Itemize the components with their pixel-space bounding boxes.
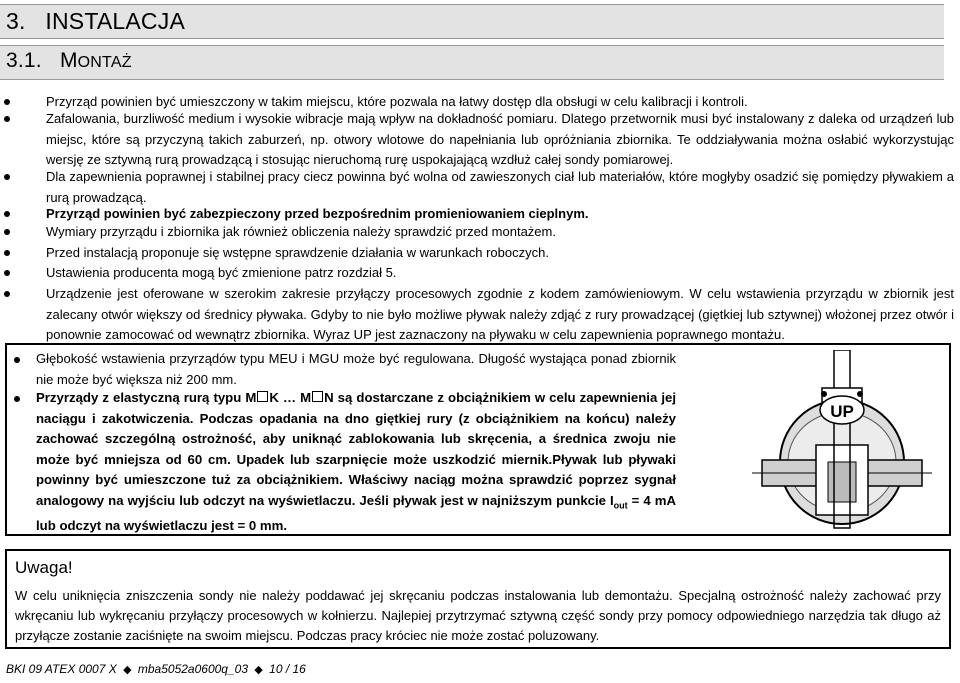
bullet-icon <box>14 357 20 363</box>
warning-title: Uwaga! <box>15 558 73 577</box>
page-footer: BKI 09 ATEX 0007 X ◆ mba5052a0600q_03 ◆ 10 / 16 <box>6 662 306 676</box>
bullet-icon <box>4 174 10 180</box>
bullet-icon <box>4 291 10 297</box>
page-number: 10 / 16 <box>269 662 306 676</box>
bullet-icon <box>14 396 20 402</box>
warning-box <box>5 549 951 649</box>
subsection-heading-bar <box>0 45 944 80</box>
bullet-icon <box>4 116 10 122</box>
bullet-icon <box>4 229 10 235</box>
bullet-icon <box>4 270 10 276</box>
bullet-icon <box>4 211 10 217</box>
flexible-tube-note: Przyrządy z elastyczną rurą typu M K … M N są dostarczane z obciążnikiem w celu zapewnienia jej naciągu i zakotwiczenia. Podczas opadania na dno giętkiej rury (z obciążnikiem na końcu) należy zachować szczególną ostrożność, aby uniknąć zablokowania lub skręcenia, a średnica zwoju nie może być mniejsza od 60 cm. Upadek lub szarpnięcie może uszkodzić miernik.Pływak lub pływaki powinny być umieszczone tuż za obciążnikiem. Właściwy naciąg można sprawdzić poprzez sygnał analogowy na wyjściu lub odczyt na wyświetlaczu. Jeśli pływak jest w najniższym punkcie $I_{out} = 4$ mA lub odczyt na wyświetlaczu jest = 0 mm. <box>36 390 677 534</box>
float-drawing <box>742 350 942 532</box>
section-heading-bar <box>0 4 944 39</box>
section-heading: 3. INSTALACJA <box>6 8 185 34</box>
diamond-icon: ◆ <box>254 664 263 676</box>
subsection-heading: 3.1. MONTAŻ <box>6 49 132 72</box>
mounting-notes-box <box>5 343 951 536</box>
bullet-icon <box>4 250 10 256</box>
insertion-depth-note: Głębokość wstawienia przyrządów typu MEU i MGU może być regulowana. Długość wystająca ponad zbiornik nie może być większa niż 200 mm. <box>36 351 676 387</box>
diamond-icon: ◆ <box>123 664 132 676</box>
up-label: UP <box>830 402 854 421</box>
bullet-icon <box>4 99 10 105</box>
warning-text: W celu uniknięcia zniszczenia sondy nie należy poddawać jej skręcaniu podczas instalowania lub demontażu. Specjalną ostrożność należy zachować przy wkręcaniu lub wykręcaniu przyłączy procesowych w kołnierzu. Najlepiej przytrzymać sztywną część sondy przy pomocy odpowiedniego narzędzia tak długo aż przyłącze zostanie zaciśnięte na swoim miejscu. Podczas pracy króciec nie może zostać poluzowany. <box>15 588 941 643</box>
